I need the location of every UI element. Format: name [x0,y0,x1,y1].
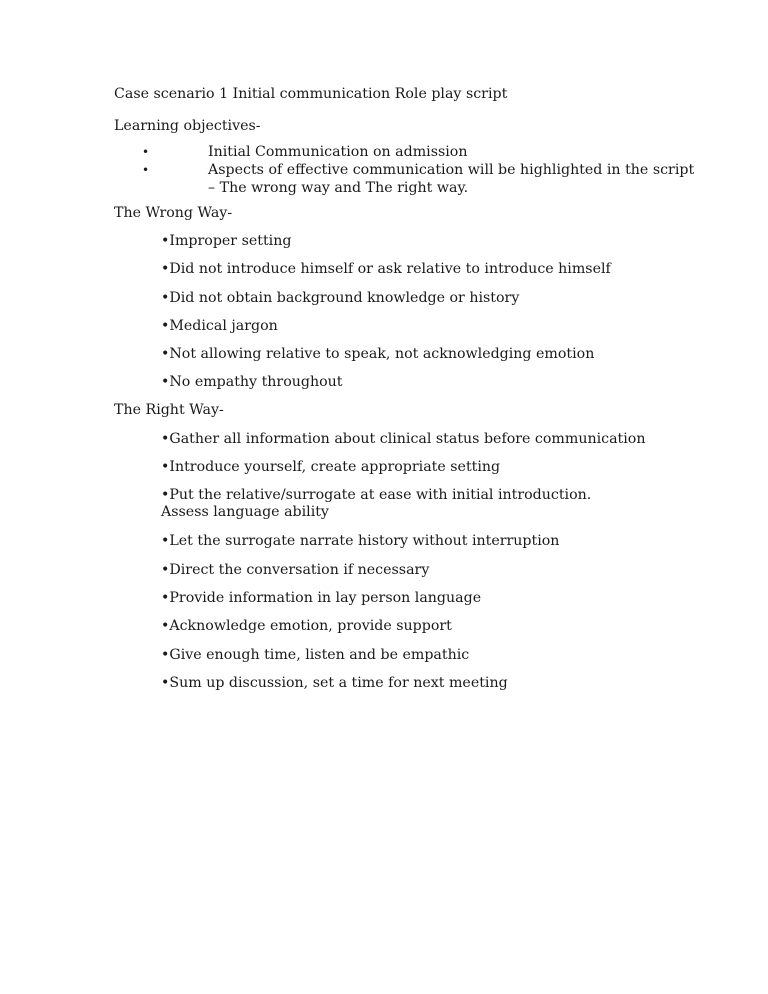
objectives-list [142,143,694,197]
right-way-item: •Provide information in lay person language [161,590,482,606]
objective-text: Aspects of effective communication will be highlighted in the script [208,162,695,178]
wrong-way-item: •Did not obtain background knowledge or history [161,290,520,306]
right-way-item: •Introduce yourself, create appropriate setting [161,459,501,475]
bullet-icon: • [142,145,150,159]
objective-text-continuation: – The wrong way and The right way. [208,180,469,196]
right-way-item: •Put the relative/surrogate at ease with initial introduction. Assess language ability [161,487,592,520]
objective-text: Initial Communication on admission [208,144,468,160]
bullet-icon: • [142,163,150,177]
right-way-item: •Gather all information about clinical status before communication [161,431,646,447]
right-way-item: •Acknowledge emotion, provide support [161,618,452,634]
wrong-way-item: •Did not introduce himself or ask relative to introduce himself [161,261,611,277]
right-way-item: •Direct the conversation if necessary [161,562,430,578]
objectives-heading: Learning objectives- [114,118,261,134]
right-way-item: •Give enough time, listen and be empathic [161,647,470,663]
wrong-way-heading: The Wrong Way- [114,205,233,221]
right-way-heading: The Right Way- [114,402,224,418]
right-way-item: •Let the surrogate narrate history without interruption [161,533,560,549]
document-title: Case scenario 1 Initial communication Role play script [114,86,508,102]
wrong-way-item: •No empathy throughout [161,374,343,390]
right-way-item: •Sum up discussion, set a time for next meeting [161,675,508,691]
wrong-way-item: •Improper setting [161,233,292,249]
objective-item [142,161,694,197]
wrong-way-item: •Not allowing relative to speak, not acknowledging emotion [161,346,595,362]
wrong-way-item: •Medical jargon [161,318,278,334]
objective-item [142,143,694,161]
